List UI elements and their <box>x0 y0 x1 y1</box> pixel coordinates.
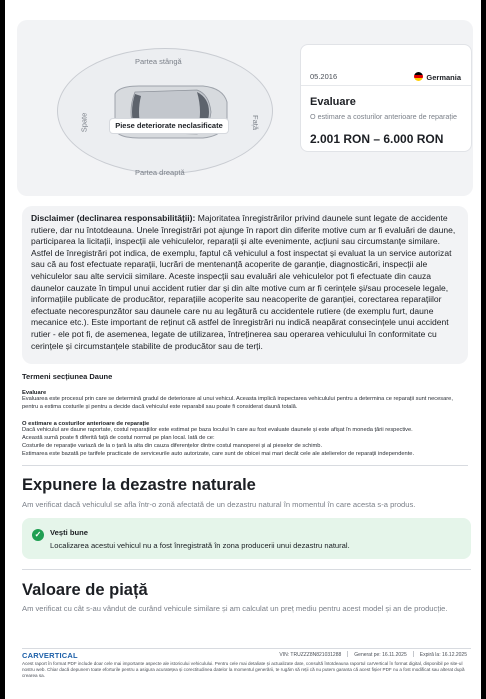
footer-divider <box>22 648 471 649</box>
footer-separator <box>347 651 348 657</box>
germany-flag-icon <box>414 72 423 81</box>
footer-generated: Generat pe: 16.11.2025 <box>354 652 407 658</box>
estimate-range: 2.001 RON – 6.000 RON <box>310 132 444 146</box>
repair-line: Dacă vehiculul are daune raportate, costul reparațiilor este estimat pe baza locului în care au fost evaluate daunele și este afișat în moneda țării respective. <box>22 426 413 433</box>
repair-line: Costurile de reparație variază de la o țară la alta din cauza diferențelor dintre costul manoperei și al pieselor de schimb. <box>22 442 323 449</box>
disclaimer-text: Majoritatea înregistrărilor privind daunele sunt legate de accidente rutiere, dar nu întotdeauna. Unele înregistrări pot ajunge în raport din diferite motive cum ar fi evaluări de daune, participarea la licitații, inspecții ale vehiculelor, reparații și alte evenimente, acțiuni sau circumstanțe similare. Astfel de înregistrări pot indica, de exemplu, faptul că vehiculul a fost inspectat și evaluat la un service autorizat sau că au fost efectuate reparații, lucrări de mentenanță acoperite de garanție, diagnosticări, inspecții ale vehiculelor sau alte servicii similare. Aceste inspecții sau evaluări ale vehiculelor pot fi efectuate din cauza daunelor cauzate în timpul unui accident rutier dar și din alte motive cum ar fi cerințele și/sau procesele legale, informațiile publicate de producător, reparațiile acoperite sau neacoperite de garanției, corectarea reparațiilor efectuate necorespunzător sau daunele care nu au legătură cu accidentele rutiere (de exemplu furt, daune mecanice etc.). Este important de reținut că astfel de înregistrări nu indică neapărat consecințele unui accident rutier - ele pot fi, de asemenea, legate de utilizarea, întreținerea sau operarea vehiculului în conformitate cu cerințele și circumstanțele stabilite de producător sau de terți. <box>31 213 456 351</box>
estimate-country-label: Germania <box>426 73 461 82</box>
market-value-title: Valoare de piață <box>22 581 148 599</box>
estimate-date: 05.2016 <box>310 72 338 81</box>
back-label: Spate <box>79 112 89 133</box>
repair-line: Estimarea este bazată pe tarifele practicate de serviceurile auto autorizate, care sunt de obicei mai mari decât cele ale atelierelor de reparații independente. <box>22 450 415 457</box>
estimate-divider <box>301 85 471 86</box>
evaluation-heading: Evaluare <box>22 390 47 396</box>
disclaimer-box <box>22 206 468 364</box>
terms-title: Termeni secțiunea Daune <box>22 372 113 381</box>
check-circle-icon: ✓ <box>32 529 44 541</box>
section-divider <box>22 569 471 570</box>
disclaimer-label: Disclaimer (declinarea responsabilității): <box>31 213 196 223</box>
carvertical-logo: CARVERTICAL <box>22 651 78 660</box>
good-news-text: Localizarea acestui vehicul nu a fost înregistrată în zona producerii unui dezastru natural. <box>50 541 350 550</box>
natural-disaster-desc: Am verificat dacă vehiculul se afla într-o zonă afectată de un dezastru natural în momentul în care acesta s-a produs. <box>22 500 416 509</box>
estimate-subtitle: O estimare a costurilor anterioare de reparație <box>310 112 458 121</box>
front-label: Față <box>251 114 261 131</box>
car-top-view-icon <box>105 80 231 144</box>
repair-line: Această sumă poate fi diferită față de costul normal pe plan local. Iată de ce: <box>22 434 215 441</box>
good-news-title: Vești bune <box>50 528 88 537</box>
report-page <box>5 0 481 699</box>
estimate-card <box>300 44 472 152</box>
side-right-label: Partea dreaptă <box>135 168 185 177</box>
market-value-desc: Am verificat cu cât s-au vândut de curând vehicule similare și am calculat un preț mediu pentru acest model și an de producție. <box>22 604 448 613</box>
estimate-title: Evaluare <box>310 96 356 108</box>
terms-divider <box>22 465 468 466</box>
unclassified-damage-badge: Piese deteriorate neclasificate <box>110 119 228 133</box>
natural-disaster-title: Expunere la dezastre naturale <box>22 476 256 494</box>
evaluation-text: Evaluarea este procesul prin care se determină gradul de deteriorare al unui vehicul. Aceasta implică inspectarea vehiculului pentru a determina ce reparații sunt necesare, pentru a estima costurile și pentru a decide dacă vehiculul este reparabil sau poate fi considerat daună totală. <box>22 396 453 410</box>
footer-expires: Expiră la: 16.12.2025 <box>419 652 467 658</box>
repair-heading: O estimare a costurilor anterioare de reparație <box>22 420 150 427</box>
damage-card <box>17 20 473 196</box>
footer-separator <box>413 651 414 657</box>
good-news-alert <box>22 518 471 559</box>
side-left-label: Partea stângă <box>135 57 182 66</box>
footer-meta <box>273 651 467 658</box>
footer-note: Acest raport în format PDF include doar cele mai importante aspecte ale istoricului vehiculului. Pentru cele mai detaliate și actualizate date, consultă întotdeauna raportul carVertical în format digital, disponibil pe site-ul nostru web. Chiar dacă depunem toate eforturile pentru a asigura acuratețea și corectitudinea datelor la momentul generării, te rugăm să reții că nu putem garanta că acest fișier PDF nu a fost modificat sau alterat după crearea sa. <box>22 661 465 678</box>
footer-vin: VIN: TRUZZZ8N821031288 <box>279 652 342 658</box>
damage-terms <box>22 369 468 458</box>
estimate-country <box>414 72 461 82</box>
